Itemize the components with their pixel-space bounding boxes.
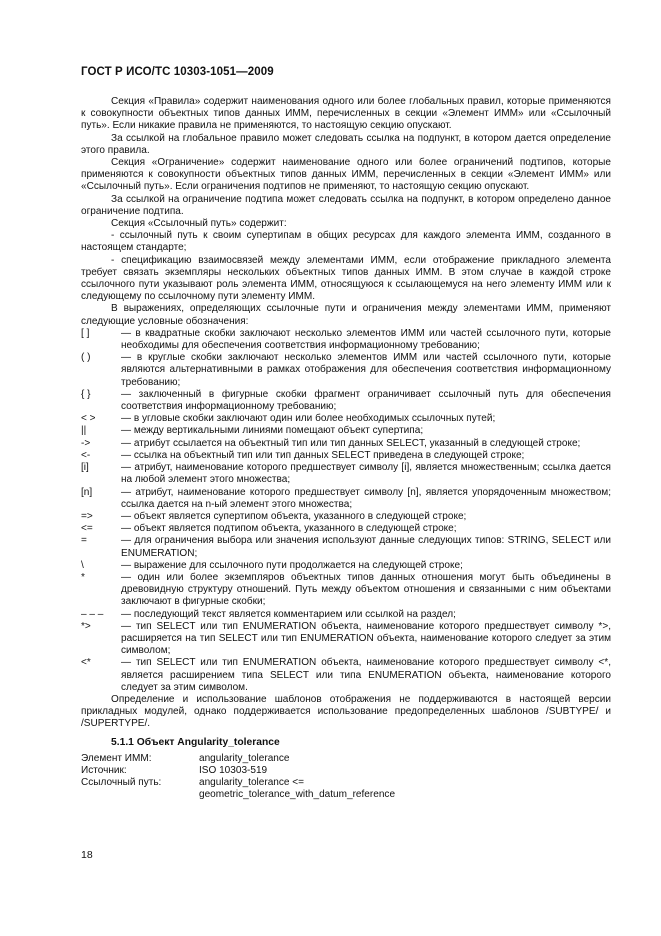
notation-text: — атрибут ссылается на объектный тип или тип данных SELECT, указанный в следующей строке; — [121, 437, 581, 449]
paragraph-path-item-2: - спецификацию взаимосвязей между элементами ИММ, если отображение прикладного элемента требует связать экземпляры нескольких объектных типов данных ИММ. В этом случае в каждой строке ссылочного пути указывают роль элемента ИММ, относящуюся к ссылающемуся на него элементу ИММ или к следующему по ссылочному пути элементу ИММ. — [81, 254, 611, 303]
notation-text: — один или более экземпляров объектных типов данных отношения могут быть объединены в древовидную структуру отношений. Путь между объектом отношения и связанными с ним объектами заключают в фигурные скобки; — [121, 571, 611, 608]
document-body — [81, 96, 611, 802]
notation-text: — тип SELECT или тип ENUMERATION объекта, наименование которого предшествует символу <*, является расширением типа SELECT или типа ENUMERATION объекта, наименование которого следует за этим символом. — [121, 657, 611, 693]
paragraph-constraint-ref: За ссылкой на ограничение подтипа может следовать ссылка на подпункт, в котором определено данное ограничение подтипа. — [81, 193, 611, 217]
mapping-label: Элемент ИММ: — [81, 752, 152, 764]
notation-text: — заключенный в фигурные скобки фрагмент ограничивает ссылочный путь для обеспечения соответствия информационному требованию; — [121, 388, 611, 413]
notation-symbol: [i] — [81, 462, 89, 474]
paragraph-rules-ref: За ссылкой на глобальное правило может следовать ссылка на подпункт, в котором дается определение этого правила. — [81, 132, 611, 156]
mapping-row — [81, 765, 611, 777]
notation-item — [81, 352, 611, 389]
notation-symbol: = — [81, 535, 87, 547]
mapping-label: Источник: — [81, 764, 127, 776]
document-header: ГОСТ Р ИСО/ТС 10303-1051—2009 — [81, 66, 274, 78]
paragraph-rules: Секция «Правила» содержит наименования одного или более глобальных правил, которые применяются к совокупности объектных типов данных ИММ, перечисленных в секции «Элемент ИММ» или «Ссылочный путь». Если никакие правила не применяются, то настоящую секцию опускают. — [81, 96, 611, 132]
notation-symbol: *> — [81, 620, 91, 632]
notation-item — [81, 609, 611, 621]
notation-item — [81, 511, 611, 523]
notation-symbol: { } — [81, 388, 91, 400]
notation-symbol: * — [81, 571, 85, 583]
paragraph-path-item-1: - ссылочный путь к своим супертипам в общих ресурсах для каждого элемента ИММ, созданного в настоящем стандарте; — [81, 230, 611, 254]
notation-item — [81, 657, 611, 694]
paragraph-templates: Определение и использование шаблонов отображения не поддерживаются в настоящей версии прикладных модулей, однако поддерживается использование предопределенных шаблонов /SUBTYPE/ и /SUPERTYPE/. — [81, 693, 611, 730]
notation-text: — между вертикальными линиями помещают объект супертипа; — [121, 425, 424, 437]
notation-text: — в круглые скобки заключают несколько элементов ИММ или частей ссылочного пути, которые являются альтернативными в рамках отображения для обеспечения соответствия информационному требованию; — [121, 352, 611, 388]
notation-symbol: || — [81, 425, 87, 437]
notation-symbol: -> — [81, 437, 91, 449]
notation-symbol: <* — [81, 657, 91, 669]
notation-text: — тип SELECT или тип ENUMERATION объекта, наименование которого предшествует символу *>, расширяется на тип SELECT или тип ENUMERATION объекта, наименование которого следует за этим символом; — [121, 620, 611, 657]
notation-item — [81, 621, 611, 658]
notation-text: — атрибут, наименование которого предшествует символу [n], является упорядоченным множеством; ссылка дается на n-ый элемент этого множества; — [121, 486, 611, 510]
notation-symbol: \ — [81, 559, 84, 571]
notation-text: — ссылка на объектный тип или тип данных SELECT приведена в следующей строке; — [121, 449, 525, 461]
notation-item — [81, 413, 611, 425]
notation-list — [81, 328, 611, 694]
notation-text: — последующий текст является комментарием или ссылкой на раздел; — [121, 608, 456, 620]
notation-symbol: [n] — [81, 486, 93, 498]
mapping-value: geometric_tolerance_with_datum_reference — [199, 789, 396, 801]
mapping-spacer — [81, 789, 199, 801]
paragraph-path-intro: Секция «Ссылочный путь» содержит: — [111, 218, 287, 230]
notation-symbol: [ ] — [81, 327, 90, 339]
notation-item — [81, 572, 611, 609]
mapping-label: Ссылочный путь: — [81, 777, 162, 789]
notation-item — [81, 438, 611, 450]
notation-item — [81, 560, 611, 572]
mapping-value: angularity_tolerance <= — [199, 777, 305, 789]
notation-text: — для ограничения выбора или значения используют данные следующих типов: STRING, SELECT или ENUMERATION; — [121, 535, 611, 559]
notation-text: — в угловые скобки заключают один или более необходимых ссылочных путей; — [121, 413, 496, 425]
notation-symbol: < > — [81, 413, 96, 425]
notation-text: — объект является супертипом объекта, указанного в следующей строке; — [121, 510, 467, 522]
notation-item — [81, 328, 611, 352]
page-number: 18 — [81, 849, 93, 861]
mapping-value: ISO 10303-519 — [199, 764, 268, 776]
paragraph-constraint: Секция «Ограничение» содержит наименование одного или более ограничений подтипов, которые применяются к совокупности объектных типов данных ИММ, перечисленных в секции «Элемент ИММ» или «Ссылочный путь». Если ограничения подтипов не применяют, то настоящую секцию опускают. — [81, 157, 611, 193]
notation-symbol: => — [81, 510, 93, 522]
notation-symbol: ( ) — [81, 352, 91, 364]
section-title: 5.1.1 Объект Angularity_tolerance — [111, 736, 280, 748]
notation-item — [81, 462, 611, 486]
notation-text: — выражение для ссылочного пути продолжается на следующей строке; — [121, 559, 463, 571]
notation-item — [81, 389, 611, 413]
paragraph-notation-intro: В выражениях, определяющих ссылочные пути и ограничения между элементами ИММ, применяют следующие условные обозначения: — [81, 303, 611, 327]
notation-item — [81, 535, 611, 559]
notation-item — [81, 487, 611, 511]
notation-item — [81, 450, 611, 462]
mapping-row-continued — [81, 789, 611, 801]
mapping-value: angularity_tolerance — [199, 752, 290, 764]
notation-symbol: <= — [81, 523, 93, 535]
notation-text: — в квадратные скобки заключают несколько элементов ИММ или частей ссылочного пути, которые необходимы для обеспечения соответствия информационному требованию; — [121, 327, 611, 352]
notation-symbol: <- — [81, 449, 91, 461]
notation-item — [81, 425, 611, 437]
notation-item — [81, 523, 611, 535]
notation-text: — атрибут, наименование которого предшествует символу [i], является множественным; ссылка дается на любой элемент этого множества; — [121, 462, 611, 486]
mapping-row — [81, 753, 611, 765]
notation-text: — объект является подтипом объекта, указанного в следующей строке; — [121, 523, 457, 535]
notation-symbol: – – – — [81, 608, 104, 620]
mapping-row — [81, 777, 611, 789]
